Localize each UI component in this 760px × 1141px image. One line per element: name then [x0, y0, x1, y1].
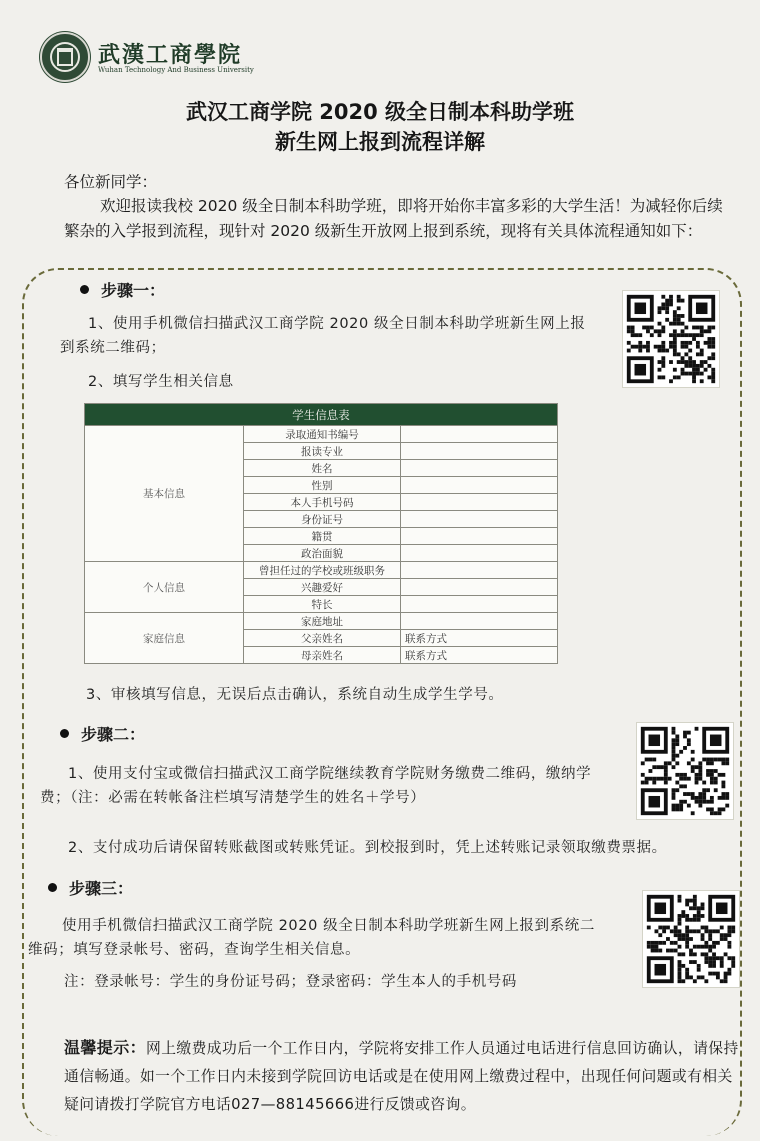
tip-body: 网上缴费成功后一个工作日内，学院将安排工作人员通过电话进行信息回访确认，请保持通信畅通。如一个工作日内未接到学院回访电话或是在使用网上缴费过程中，出现任何问题或有相关疑问请拨打学院官方电话027—88145666进行反馈或咨询。 — [64, 1040, 739, 1113]
step3-item1: 使用手机微信扫描武汉工商学院 2020 级全日制本科助学班新生网上报到系统二维码；填写登录帐号、密码，查询学生相关信息。 — [28, 918, 595, 958]
page-title: 武汉工商学院 2020 级全日制本科助学班 — [185, 100, 575, 124]
table-value-cell — [401, 562, 558, 579]
table-field-label: 本人手机号码 — [244, 494, 401, 511]
tip-paragraph — [64, 1034, 744, 1119]
step2-heading — [60, 722, 145, 745]
table-field-label: 录取通知书编号 — [244, 426, 401, 443]
table-field-label: 籍贯 — [244, 528, 401, 545]
table-field-label: 性别 — [244, 477, 401, 494]
table-field-label: 特长 — [244, 596, 401, 613]
qr-code-icon[interactable] — [622, 290, 720, 388]
bullet-icon — [60, 729, 69, 738]
table-field-label: 父亲姓名 — [244, 630, 401, 647]
table-value-cell — [401, 579, 558, 596]
table-value-cell: 联系方式 — [401, 647, 558, 664]
table-value-cell — [401, 477, 558, 494]
tip-label: 温馨提示： — [64, 1038, 147, 1057]
table-value-cell — [401, 596, 558, 613]
table-field-label: 曾担任过的学校或班级职务 — [244, 562, 401, 579]
step2-heading-label: 步骤二： — [81, 725, 146, 744]
table-row — [85, 562, 558, 579]
table-field-label: 姓名 — [244, 460, 401, 477]
qr-code-icon[interactable] — [642, 890, 740, 988]
table-value-cell — [401, 511, 558, 528]
table-group-label: 个人信息 — [85, 562, 244, 613]
bullet-icon — [80, 285, 89, 294]
step3-heading-label: 步骤三： — [69, 879, 134, 898]
table-field-label: 母亲姓名 — [244, 647, 401, 664]
table-field-label: 兴趣爱好 — [244, 579, 401, 596]
table-row — [85, 613, 558, 630]
table-value-cell — [401, 460, 558, 477]
table-field-label: 政治面貌 — [244, 545, 401, 562]
step3-note: 注：登录帐号：学生的身份证号码；登录密码：学生本人的手机号码 — [64, 974, 517, 990]
table-value-cell: 联系方式 — [401, 630, 558, 647]
step1-item2: 2、填写学生相关信息 — [88, 374, 234, 390]
qr-code-icon[interactable] — [636, 722, 734, 820]
table-value-cell — [401, 494, 558, 511]
table-title: 学生信息表 — [85, 404, 558, 426]
table-field-label: 报读专业 — [244, 443, 401, 460]
table-value-cell — [401, 613, 558, 630]
step1-item1: 1、使用手机微信扫描武汉工商学院 2020 级全日制本科助学班新生网上报到系统二维码； — [60, 316, 586, 356]
bullet-icon — [48, 883, 57, 892]
table-field-label: 身份证号 — [244, 511, 401, 528]
table-group-label: 基本信息 — [85, 426, 244, 562]
table-group-label: 家庭信息 — [85, 613, 244, 664]
table-field-label: 家庭地址 — [244, 613, 401, 630]
school-seal-icon — [40, 32, 90, 82]
step1-item3: 3、审核填写信息，无误后点击确认，系统自动生成学生学号。 — [86, 687, 504, 703]
table-row — [85, 426, 558, 443]
table-value-cell — [401, 443, 558, 460]
table-value-cell — [401, 528, 558, 545]
step2-item2: 2、支付成功后请保留转账截图或转账凭证。到校报到时，凭上述转账记录领取缴费票据。 — [68, 840, 667, 856]
school-name-en: Wuhan Technology And Business University — [98, 66, 254, 74]
step2-item1: 1、使用支付宝或微信扫描武汉工商学院继续教育学院财务缴费二维码，缴纳学费；（注：必需在转帐备注栏填写清楚学生的姓名＋学号） — [40, 766, 592, 806]
school-name-cn: 武漢工商學院 — [98, 42, 243, 68]
intro-paragraph: 欢迎报读我校 2020 级全日制本科助学班，即将开始你丰富多彩的大学生活！为减轻你后续繁杂的入学报到流程，现针对 2020 级新生开放网上报到系统，现将有关具体流程通知如下： — [64, 197, 723, 240]
table-value-cell — [401, 426, 558, 443]
step1-heading-label: 步骤一： — [101, 281, 166, 300]
step3-heading — [48, 876, 133, 899]
student-info-table — [84, 403, 558, 664]
table-value-cell — [401, 545, 558, 562]
greeting: 各位新同学： — [64, 173, 158, 191]
step1-heading — [80, 278, 165, 301]
page-subtitle: 新生网上报到流程详解 — [275, 130, 485, 154]
